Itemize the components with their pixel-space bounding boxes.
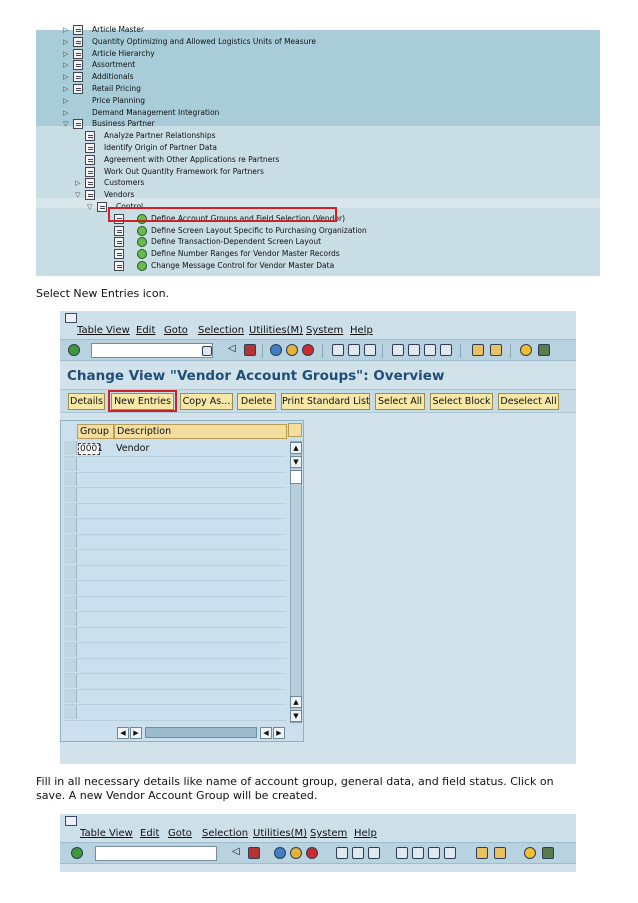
new-session-icon[interactable] <box>476 847 488 859</box>
copy-as-button[interactable]: Copy As... <box>180 393 233 410</box>
tree-item[interactable] <box>63 95 145 107</box>
cancel-icon[interactable] <box>302 344 314 356</box>
menu-goto[interactable]: Goto <box>168 828 192 839</box>
img-tree-panel <box>36 25 600 276</box>
deselect-all-button[interactable]: Deselect All <box>498 393 559 410</box>
cell-description-vendor[interactable]: Vendor <box>116 443 150 454</box>
tree-item-label[interactable]: Change Message Control for Vendor Master Data <box>151 261 335 270</box>
execute-icon[interactable] <box>137 226 147 236</box>
row-selector[interactable] <box>64 612 77 626</box>
delete-button[interactable]: Delete <box>237 393 276 410</box>
back-icon[interactable] <box>274 847 286 859</box>
print-icon[interactable] <box>336 847 348 859</box>
expand-arrow-icon[interactable]: ▷ <box>75 179 81 188</box>
find-next-icon[interactable] <box>364 344 376 356</box>
scroll-down-bottom-icon[interactable]: ▼ <box>290 710 302 722</box>
tree-item[interactable] <box>63 71 134 83</box>
documentation-icon[interactable] <box>73 119 83 129</box>
standard-toolbar <box>60 842 576 864</box>
documentation-icon[interactable] <box>85 143 95 153</box>
toolbar-separator <box>322 344 323 358</box>
tree-item-label[interactable]: Define Number Ranges for Vendor Master Records <box>151 249 340 259</box>
new-entries-button[interactable]: New Entries <box>111 393 174 410</box>
documentation-icon[interactable] <box>73 72 83 82</box>
tree-item[interactable] <box>104 248 340 260</box>
scroll-up-icon[interactable]: ▲ <box>290 442 302 454</box>
first-page-icon[interactable] <box>396 847 408 859</box>
highlight-define-account-groups <box>108 207 337 222</box>
documentation-icon[interactable] <box>114 249 124 259</box>
toolbar-separator <box>460 344 461 358</box>
tree-item[interactable] <box>63 48 155 60</box>
page-title: Change View "Vendor Account Groups": Overview <box>67 368 445 384</box>
toolbar-separator <box>382 344 383 358</box>
back-arrow-icon[interactable]: ◁ <box>232 846 240 857</box>
customize-layout-icon[interactable] <box>542 847 554 859</box>
tree-item-label[interactable]: Define Screen Layout Specific to Purchasing Organization <box>151 225 367 235</box>
tree-item-label[interactable]: Identify Origin of Partner Data <box>104 143 217 152</box>
customize-layout-icon[interactable] <box>538 344 550 356</box>
table-row <box>64 611 286 612</box>
tree-item[interactable] <box>104 236 321 248</box>
horizontal-scrollbar[interactable] <box>145 727 257 738</box>
column-header-description[interactable]: Description <box>114 424 287 439</box>
next-page-icon[interactable] <box>424 344 436 356</box>
find-icon[interactable] <box>348 344 360 356</box>
cell-group-0001[interactable]: 0001 <box>80 444 103 454</box>
scroll-down-icon[interactable]: ▼ <box>290 456 302 468</box>
tree-item-label[interactable]: Additionals <box>92 72 134 82</box>
command-field[interactable] <box>95 846 217 861</box>
documentation-icon[interactable] <box>114 237 124 247</box>
vendor-account-groups-table <box>60 420 304 742</box>
expand-arrow-icon[interactable]: ▷ <box>63 85 69 93</box>
row-selector[interactable] <box>64 472 77 486</box>
row-selector[interactable] <box>64 519 77 533</box>
table-row <box>64 642 286 643</box>
documentation-icon[interactable] <box>73 84 83 94</box>
table-settings-icon[interactable] <box>288 423 302 437</box>
menu-help[interactable]: Help <box>350 325 373 336</box>
table-row <box>64 704 286 705</box>
row-selector[interactable] <box>64 658 77 672</box>
command-field[interactable] <box>91 343 213 358</box>
tree-item[interactable] <box>75 142 217 154</box>
highlight-new-entries <box>108 390 177 412</box>
print-icon[interactable] <box>332 344 344 356</box>
documentation-icon[interactable] <box>73 49 83 59</box>
menu-bar <box>60 311 576 339</box>
menu-system[interactable]: System <box>310 828 348 839</box>
tree-item-label[interactable]: Agreement with Other Applications re Partners <box>104 154 280 164</box>
instruction-step1: Select New Entries icon. <box>36 287 170 300</box>
menu-edit[interactable]: Edit <box>140 828 160 839</box>
execute-icon[interactable] <box>137 261 147 271</box>
menu-goto[interactable]: Goto <box>164 325 188 336</box>
table-row <box>64 472 286 473</box>
save-icon[interactable] <box>248 847 260 859</box>
save-icon[interactable] <box>244 344 256 356</box>
new-session-icon[interactable] <box>472 344 484 356</box>
documentation-icon[interactable] <box>73 60 83 70</box>
menu-edit[interactable]: Edit <box>136 325 156 336</box>
tree-item-label[interactable]: Article Hierarchy <box>92 48 155 58</box>
collapse-arrow-icon[interactable]: ▽ <box>63 120 69 129</box>
menu-utilities[interactable]: Utilities(M) <box>249 325 304 336</box>
cancel-icon[interactable] <box>306 847 318 859</box>
instruction-step2: Fill in all necessary details like name of account group, general data, and field status. Click on save. A new Vendor Account Group will be created. <box>36 775 554 802</box>
documentation-icon[interactable] <box>85 167 95 177</box>
expand-arrow-icon[interactable]: ▷ <box>63 96 69 105</box>
tree-item[interactable] <box>75 166 264 178</box>
table-row <box>64 673 286 674</box>
menu-bar <box>60 814 576 842</box>
menu-system[interactable]: System <box>306 325 344 336</box>
documentation-icon[interactable] <box>85 131 95 141</box>
tree-item[interactable] <box>75 189 134 201</box>
collapse-arrow-icon[interactable]: ▽ <box>75 191 81 200</box>
row-selector[interactable] <box>64 627 77 641</box>
documentation-icon[interactable] <box>114 226 124 236</box>
expand-arrow-icon[interactable]: ▷ <box>63 37 69 46</box>
details-button[interactable]: Details <box>68 393 105 410</box>
documentation-icon[interactable] <box>97 202 107 212</box>
row-selector[interactable] <box>64 689 77 703</box>
print-standard-list-button[interactable]: Print Standard List <box>281 393 370 410</box>
first-page-icon[interactable] <box>392 344 404 356</box>
expand-arrow-icon[interactable]: ▷ <box>63 61 69 70</box>
scroll-thumb[interactable] <box>290 470 302 484</box>
execute-icon[interactable] <box>137 249 147 259</box>
tree-item-label[interactable]: Define Account Groups and Field Selection (Vendor) <box>151 213 345 223</box>
select-all-button[interactable]: Select All <box>375 393 425 410</box>
table-row <box>64 456 286 457</box>
previous-page-icon[interactable] <box>412 847 424 859</box>
tree-item-label[interactable]: Retail Pricing <box>92 84 141 93</box>
tree-item[interactable] <box>63 24 144 36</box>
previous-page-icon[interactable] <box>408 344 420 356</box>
menu-table-view[interactable]: Table View <box>77 325 130 336</box>
toolbar-separator <box>262 344 263 358</box>
table-row <box>64 518 286 519</box>
window-menu-icon[interactable] <box>65 816 77 826</box>
shortcut-icon[interactable] <box>490 344 502 356</box>
tree-item-label[interactable]: Define Transaction-Dependent Screen Layout <box>151 237 322 247</box>
tree-item-label[interactable]: Control <box>116 202 144 211</box>
table-row <box>64 503 286 504</box>
table-row <box>64 627 286 628</box>
menu-selection[interactable]: Selection <box>198 325 245 336</box>
tree-item[interactable] <box>63 36 316 48</box>
find-next-icon[interactable] <box>368 847 380 859</box>
row-selector[interactable] <box>64 565 77 579</box>
application-toolbar <box>60 389 576 413</box>
tree-item[interactable] <box>63 83 141 95</box>
help-icon[interactable] <box>520 344 532 356</box>
tree-item-label[interactable]: Analyze Partner Relationships <box>104 131 216 141</box>
expand-arrow-icon[interactable]: ▷ <box>63 108 69 117</box>
enter-icon[interactable] <box>71 847 83 859</box>
row-selector[interactable] <box>64 643 77 657</box>
row-selector[interactable] <box>64 457 77 471</box>
row-selector[interactable] <box>64 550 77 564</box>
documentation-icon[interactable] <box>85 178 95 188</box>
tree-item-label[interactable]: Work Out Quantity Framework for Partners <box>104 166 264 176</box>
column-header-group[interactable]: Group <box>77 424 114 439</box>
tree-item[interactable] <box>75 177 144 189</box>
tree-item-label[interactable]: Assortment <box>92 60 136 70</box>
table-row <box>64 534 286 535</box>
expand-arrow-icon[interactable]: ▷ <box>63 73 69 82</box>
documentation-icon[interactable] <box>114 261 124 271</box>
row-selector[interactable] <box>64 596 77 610</box>
scroll-right-icon[interactable]: ▶ <box>130 727 142 739</box>
row-selector[interactable] <box>64 441 77 455</box>
table-row <box>64 596 286 597</box>
row-selector[interactable] <box>64 705 77 719</box>
tree-item-label[interactable]: Article Master <box>92 25 145 34</box>
last-page-icon[interactable] <box>440 344 452 356</box>
sap-window-second <box>60 814 576 872</box>
back-arrow-icon[interactable]: ◁ <box>228 343 236 354</box>
scroll-left-icon[interactable]: ◀ <box>117 727 129 739</box>
tree-item[interactable] <box>63 59 135 71</box>
menu-selection[interactable]: Selection <box>202 828 249 839</box>
scroll-right-end-icon[interactable]: ▶ <box>273 727 285 739</box>
tree-item[interactable] <box>63 107 219 119</box>
row-selector[interactable] <box>64 674 77 688</box>
window-menu-icon[interactable] <box>65 313 77 323</box>
collapse-arrow-icon[interactable]: ▽ <box>87 203 93 211</box>
table-row <box>64 658 286 659</box>
tree-item-label[interactable]: Price Planning <box>92 95 145 105</box>
tree-item[interactable] <box>104 260 334 272</box>
documentation-icon[interactable] <box>85 155 95 165</box>
documentation-icon[interactable] <box>85 190 95 200</box>
documentation-icon[interactable] <box>73 25 83 35</box>
expand-arrow-icon[interactable]: ▷ <box>63 49 69 58</box>
table-row <box>64 580 286 581</box>
tree-item-label[interactable]: Business Partner <box>92 119 155 129</box>
table-row <box>64 720 286 721</box>
menu-table-view[interactable]: Table View <box>80 828 133 839</box>
exit-icon[interactable] <box>286 344 298 356</box>
tree-item-label[interactable]: Demand Management Integration <box>92 107 220 117</box>
shortcut-icon[interactable] <box>494 847 506 859</box>
vertical-scrollbar[interactable] <box>290 441 302 723</box>
row-selector[interactable] <box>64 581 77 595</box>
row-selector[interactable] <box>64 488 77 502</box>
tree-item-label[interactable]: Vendors <box>104 190 135 200</box>
tree-item-label[interactable]: Customers <box>104 178 145 188</box>
table-row <box>64 487 286 488</box>
back-icon[interactable] <box>270 344 282 356</box>
standard-toolbar <box>60 339 576 361</box>
toolbar-separator <box>510 344 511 358</box>
execute-icon[interactable] <box>137 237 147 247</box>
find-icon[interactable] <box>352 847 364 859</box>
tree-item[interactable] <box>75 154 279 166</box>
tree-item-label[interactable]: Quantity Optimizing and Allowed Logistics Units of Measure <box>92 36 316 46</box>
tree-item[interactable] <box>63 118 155 130</box>
last-page-icon[interactable] <box>444 847 456 859</box>
row-selector[interactable] <box>64 534 77 548</box>
command-dropdown-icon[interactable] <box>202 346 212 356</box>
table-row <box>64 565 286 566</box>
documentation-icon[interactable] <box>73 37 83 47</box>
tree-item[interactable] <box>75 130 216 142</box>
exit-icon[interactable] <box>290 847 302 859</box>
table-row <box>64 549 286 550</box>
table-row <box>64 689 286 690</box>
row-selector[interactable] <box>64 503 77 517</box>
scroll-up-bottom-icon[interactable]: ▲ <box>290 696 302 708</box>
menu-utilities[interactable]: Utilities(M) <box>253 828 308 839</box>
expand-arrow-icon[interactable]: ▷ <box>63 26 69 34</box>
select-block-button[interactable]: Select Block <box>430 393 493 410</box>
next-page-icon[interactable] <box>428 847 440 859</box>
tree-item[interactable] <box>104 225 367 237</box>
help-icon[interactable] <box>524 847 536 859</box>
menu-help[interactable]: Help <box>354 828 377 839</box>
scroll-left-end-icon[interactable]: ◀ <box>260 727 272 739</box>
enter-icon[interactable] <box>68 344 80 356</box>
